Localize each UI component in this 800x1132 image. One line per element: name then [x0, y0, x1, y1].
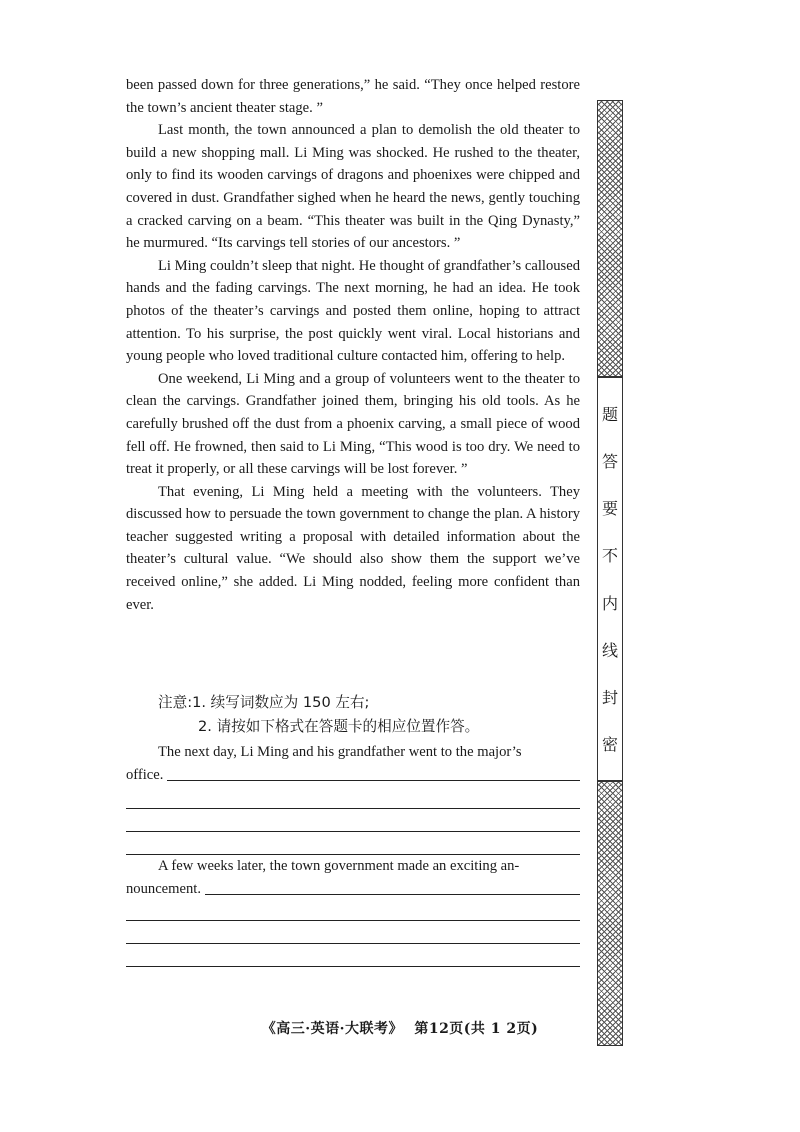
prompt-2-tail: nouncement.: [126, 880, 201, 897]
binding-strip-label: [597, 377, 623, 781]
binding-char: 线: [601, 640, 618, 660]
continuation-prompt-1: [126, 741, 580, 786]
story-paragraph-1: been passed down for three generations,” he said. “They once helped restore the town’s ancient theater stage. ”: [126, 77, 580, 116]
answer-line[interactable]: [126, 943, 580, 944]
binding-char: 题: [601, 405, 618, 424]
footer-page-number: 第12页(共 1 2页): [414, 1021, 539, 1037]
story-paragraph-5: That evening, Li Ming held a meeting with the volunteers. They discussed how to persuade the town government to change the plan. A history teacher suggested writing a proposal with detailed information about the theater’s cultural value. “We should also show them the support we’ve received online,” she added. Li Ming nodded, feeling more confident than ever.: [126, 483, 580, 613]
binding-strip-hatch-bottom: [597, 781, 623, 1046]
answer-line[interactable]: [126, 920, 580, 921]
answer-line[interactable]: [126, 966, 580, 967]
prompt-1-first-line: The next day, Li Ming and his grandfather went to the major’s: [158, 744, 522, 760]
binding-char: 不: [601, 546, 618, 566]
page-footer: [0, 1018, 800, 1038]
binding-char: 答: [601, 452, 618, 472]
note-line-2: 2. 请按如下格式在答题卡的相应位置作答。: [198, 718, 480, 735]
binding-strip-hatch-top: [597, 100, 623, 377]
answer-line[interactable]: [167, 779, 580, 781]
binding-char: 要: [601, 499, 618, 519]
answer-line[interactable]: [126, 831, 580, 832]
continuation-prompt-2: [126, 855, 580, 900]
footer-title: 《高三·英语·大联考》: [261, 1021, 403, 1037]
story-paragraph-2: Last month, the town announced a plan to demolish the old theater to build a new shopping mall. Li Ming was shocked. He rushed to the theater, only to find its wooden carvings of dragons and phoenixes were chipped and covered in dust. Grandfather sighed when he heard the news, gently touching a cracked carving on a beam. “This theater was built in the Qing Dynasty,” he murmured. “Its carvings tell stories of our ancestors. ”: [126, 122, 580, 252]
binding-char: 内: [601, 593, 618, 613]
prompt-1-tail: office.: [126, 766, 164, 783]
answer-line[interactable]: [126, 808, 580, 809]
binding-char: 密: [601, 734, 618, 754]
prompt-1-second-line: [126, 764, 580, 787]
prompt-2-second-line: [126, 878, 580, 901]
answer-line[interactable]: [205, 893, 580, 895]
story-paragraph-4: One weekend, Li Ming and a group of volunteers went to the theater to clean the carvings. Grandfather joined them, bringing his old tools. As he carefully brushed off the dust from a phoenix carving, a small piece of wood fell off. He frowned, then said to Li Ming, “This wood is too dry. We need to treat it properly, or all these carvings will be lost forever. ”: [126, 370, 580, 478]
story-text: [126, 74, 580, 616]
story-paragraph-3: Li Ming couldn’t sleep that night. He thought of grandfather’s calloused hands and the fading carvings. The next morning, he had an idea. He took photos of the theater’s carvings and posted them online, hoping to attract attention. To his surprise, the post quickly went viral. Local historians and young people who loved traditional culture contacted him, offering to help.: [126, 257, 580, 365]
binding-char: 封: [601, 687, 618, 707]
note-line-1: 注意:1. 续写词数应为 150 左右;: [158, 694, 370, 711]
prompt-2-first-line: A few weeks later, the town government made an exciting an-: [158, 858, 520, 874]
